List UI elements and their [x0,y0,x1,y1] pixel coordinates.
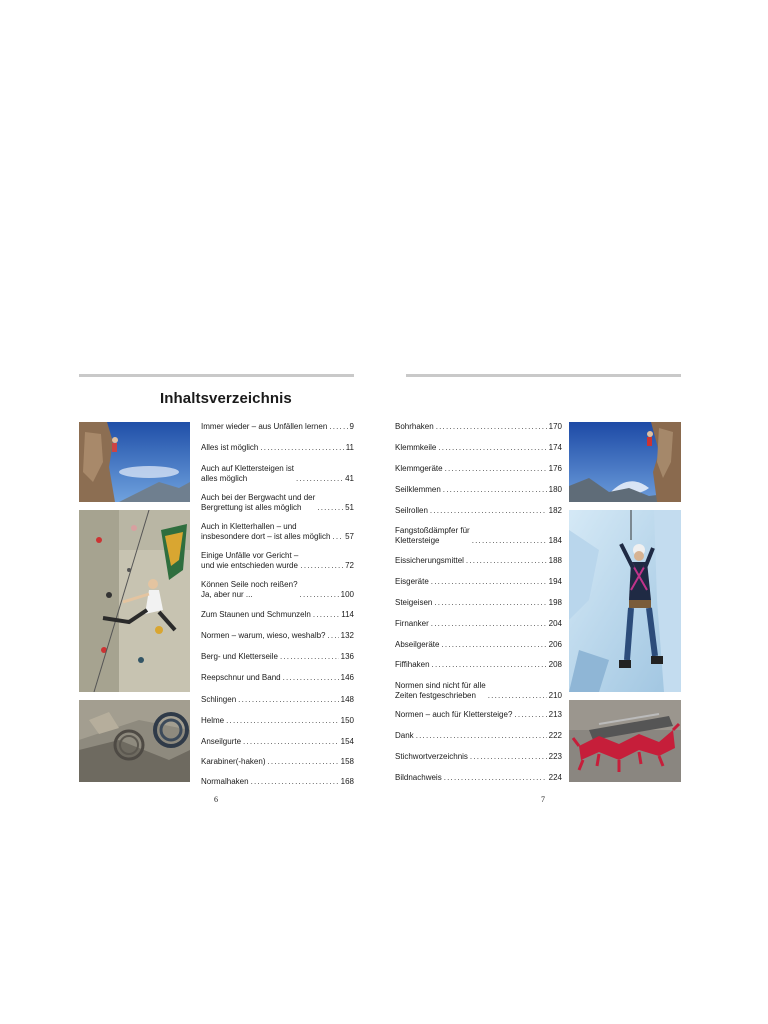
toc-entry[interactable] [201,716,354,726]
toc-entry[interactable] [201,631,354,641]
toc-entry-page: 146 [340,673,354,682]
toc-right [395,0,562,1024]
toc-entry[interactable] [395,506,562,516]
toc-entry-title: Helme [201,716,225,725]
toc-entry-page: 51 [345,502,354,512]
toc-entry-page: 170 [548,422,562,431]
toc-entry-page: 158 [340,757,354,766]
toc-entry[interactable] [395,710,562,720]
toc-entry-page: 213 [548,710,562,719]
toc-entry-title: Firnanker [395,619,429,628]
photo-indoor-climbing-wall [79,510,190,692]
photo-crampons [569,700,681,782]
toc-entry-page: 136 [340,652,354,661]
toc-entry-page: 223 [548,752,562,761]
toc-entry[interactable] [395,619,562,629]
toc-entry-title: Auch bei der Bergwacht und der Bergrettung ist alles möglich [201,493,316,512]
toc-entry-title: Können Seile noch reißen? Ja, aber nur ... [201,580,298,599]
toc-entry-page: 72 [345,560,354,570]
toc-entry-page: 222 [548,731,562,740]
toc-entry-page: 188 [548,556,562,565]
toc-entry-title: Bohrhaken [395,422,434,431]
toc-entry-page: 114 [341,610,354,619]
toc-entry[interactable] [201,695,354,705]
toc-entry-page: 194 [548,577,562,586]
toc-entry-page: 150 [340,716,354,725]
toc-entry-title: Reepschnur und Band [201,673,281,682]
photo-ropes-on-rocks [79,700,190,782]
toc-entry[interactable] [201,673,354,683]
toc-entry-page: 148 [340,695,354,704]
toc-entry-title: Bildnachweis [395,773,442,782]
toc-entry[interactable] [201,443,354,453]
toc-entry[interactable] [201,610,354,620]
toc-entry-page: 11 [345,443,354,452]
toc-entry-page: 154 [340,737,354,746]
toc-entry-page: 174 [548,443,562,452]
toc-entry-title: Normalhaken [201,777,249,786]
toc-entry-title: Auch in Kletterhallen – und insbesondere dort – ist alles möglich [201,522,331,541]
toc-entry[interactable] [395,556,562,566]
toc-entry-page: 224 [548,773,562,782]
toc-entry[interactable] [395,443,562,453]
toc-entry[interactable] [201,422,354,432]
toc-entry-title: Immer wieder – aus Unfällen lernen [201,422,328,431]
toc-entry-title: Alles ist möglich [201,443,259,452]
toc-entry-title: Dank [395,731,414,740]
toc-entry-title: Seilrollen [395,506,428,515]
toc-entry[interactable] [395,526,562,545]
toc-entry-page: 168 [340,777,354,786]
toc-entry-page: 41 [345,473,354,483]
toc-entry[interactable] [201,522,354,541]
toc-entry-title: Karabiner(-haken) [201,757,266,766]
toc-entry-page: 210 [548,690,562,700]
toc-entry[interactable] [395,464,562,474]
toc-entry-page: 180 [548,485,562,494]
toc-entry-title: Abseilgeräte [395,640,440,649]
toc-entry-title: Anseilgurte [201,737,242,746]
page-title: Inhaltsverzeichnis [160,390,292,407]
toc-entry[interactable] [201,737,354,747]
toc-entry-page: 204 [548,619,562,628]
toc-entry-page: 208 [548,660,562,669]
toc-entry-title: Eissicherungsmittel [395,556,464,565]
toc-entry[interactable] [395,660,562,670]
photo-climber-cliff-sky [569,422,681,502]
photo-climber-rock-sky [79,422,190,502]
toc-entry[interactable] [395,485,562,495]
toc-entry[interactable] [201,777,354,787]
toc-entry[interactable] [395,640,562,650]
toc-entry-title: Steigeisen [395,598,433,607]
toc-entry-title: Fiffihaken [395,660,430,669]
toc-entry-page: 176 [548,464,562,473]
page-number-left: 6 [214,795,218,804]
toc-entry-title: Fangstoßdämpfer für Klettersteige [395,526,470,545]
toc-entry[interactable] [201,493,354,512]
page-number-right: 7 [541,795,545,804]
toc-entry-title: Eisgeräte [395,577,429,586]
toc-entry-title: Klemmkeile [395,443,437,452]
toc-entry-title: Stichwortverzeichnis [395,752,468,761]
toc-entry-title: Einige Unfälle vor Gericht – und wie entschieden wurde [201,551,299,570]
toc-entry-title: Zum Staunen und Schmunzeln [201,610,311,619]
toc-entry[interactable] [395,598,562,608]
toc-entry-page: 9 [349,422,354,431]
toc-entry[interactable] [201,551,354,570]
toc-entry[interactable] [395,731,562,741]
toc-entry-page: 57 [345,531,354,541]
toc-entry-page: 132 [340,631,354,640]
toc-entry-page: 198 [548,598,562,607]
toc-entry[interactable] [201,652,354,662]
toc-entry-title: Normen sind nicht für alle Zeiten festgeschrieben [395,681,486,700]
toc-entry[interactable] [395,422,562,432]
toc-entry[interactable] [201,580,354,599]
toc-entry-title: Normen – auch für Klettersteige? [395,710,513,719]
toc-entry-page: 184 [548,535,562,545]
toc-entry-title: Schlingen [201,695,237,704]
toc-entry-title: Berg- und Kletterseile [201,652,278,661]
toc-entry-title: Auch auf Klettersteigen ist alles möglich [201,464,294,483]
toc-entry[interactable] [201,464,354,483]
toc-entry-page: 182 [548,506,562,515]
toc-entry[interactable] [395,773,562,783]
photo-ice-climber [569,510,681,692]
toc-entry-page: 100 [340,589,354,599]
toc-entry-page: 206 [548,640,562,649]
toc-entry-title: Normen – warum, wieso, weshalb? [201,631,326,640]
toc-left [201,0,354,1024]
toc-entry-title: Klemmgeräte [395,464,443,473]
toc-entry[interactable] [201,757,354,767]
toc-entry-title: Seilklemmen [395,485,441,494]
toc-entry[interactable] [395,681,562,700]
toc-entry[interactable] [395,577,562,587]
toc-entry[interactable] [395,752,562,762]
